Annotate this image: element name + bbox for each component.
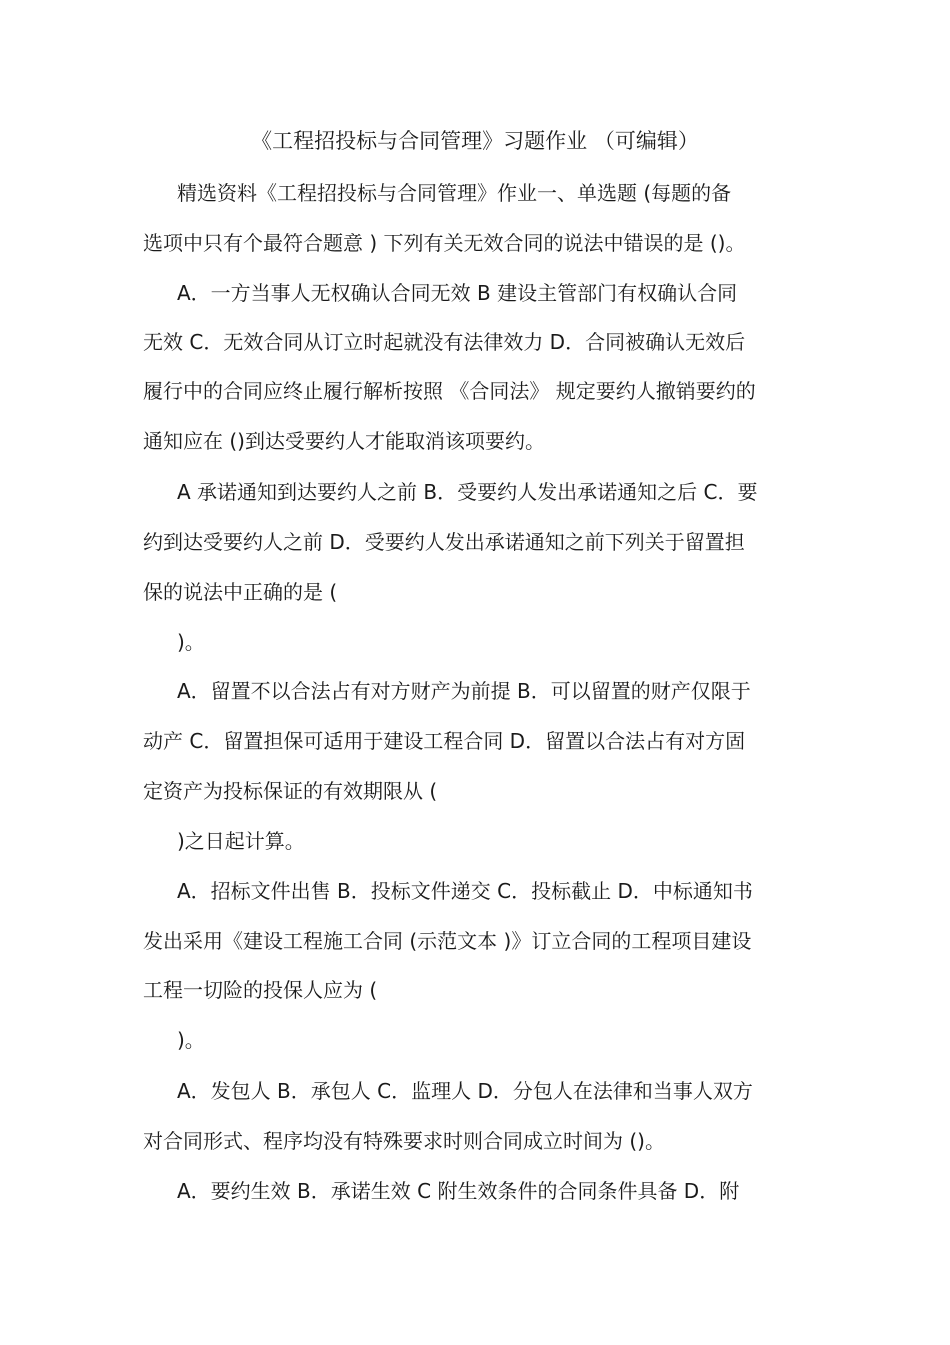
text-line: A．留置不以合法占有对方财产为前提 B．可以留置的财产仅限于 — [177, 679, 751, 703]
text-line: A 承诺通知到达要约人之前 B．受要约人发出承诺通知之后 C．要 — [177, 480, 758, 504]
text-line: 选项中只有个最符合题意 ) 下列有关无效合同的说法中错误的是 ()。 — [143, 231, 746, 255]
text-line: A．一方当事人无权确认合同无效 B 建设主管部门有权确认合同 — [177, 281, 738, 305]
text-line: A．要约生效 B．承诺生效 C 附生效条件的合同条件具备 D．附 — [177, 1179, 740, 1203]
text-line: )。 — [177, 630, 205, 654]
text-line: 保的说法中正确的是 ( — [143, 580, 338, 604]
text-line: 对合同形式、程序均没有特殊要求时则合同成立时间为 ()。 — [143, 1129, 665, 1153]
text-line: 履行中的合同应终止履行解析按照 《合同法》 规定要约人撤销要约的 — [143, 379, 756, 403]
text-line: 通知应在 ()到达受要约人才能取消该项要约。 — [143, 429, 545, 453]
text-line: )之日起计算。 — [177, 829, 305, 853]
text-line: )。 — [177, 1028, 205, 1052]
text-line: 工程一切险的投保人应为 ( — [143, 978, 378, 1002]
text-line: 约到达受要约人之前 D．受要约人发出承诺通知之前下列关于留置担 — [143, 530, 745, 554]
text-line: 无效 C．无效合同从订立时起就没有法律效力 D．合同被确认无效后 — [143, 330, 746, 354]
text-line: A．发包人 B．承包人 C．监理人 D．分包人在法律和当事人双方 — [177, 1079, 753, 1103]
document-title: 《工程招投标与合同管理》习题作业 （可编辑） — [251, 129, 699, 153]
text-line: 动产 C．留置担保可适用于建设工程合同 D．留置以合法占有对方固 — [143, 729, 746, 753]
text-line: 精选资料《工程招投标与合同管理》作业一、单选题 (每题的备 — [177, 181, 732, 205]
text-line: 发出采用《建设工程施工合同 (示范文本 )》订立合同的工程项目建设 — [143, 929, 752, 953]
text-line: A．招标文件出售 B．投标文件递交 C．投标截止 D．中标通知书 — [177, 879, 753, 903]
text-line: 定资产为投标保证的有效期限从 ( — [143, 779, 438, 803]
